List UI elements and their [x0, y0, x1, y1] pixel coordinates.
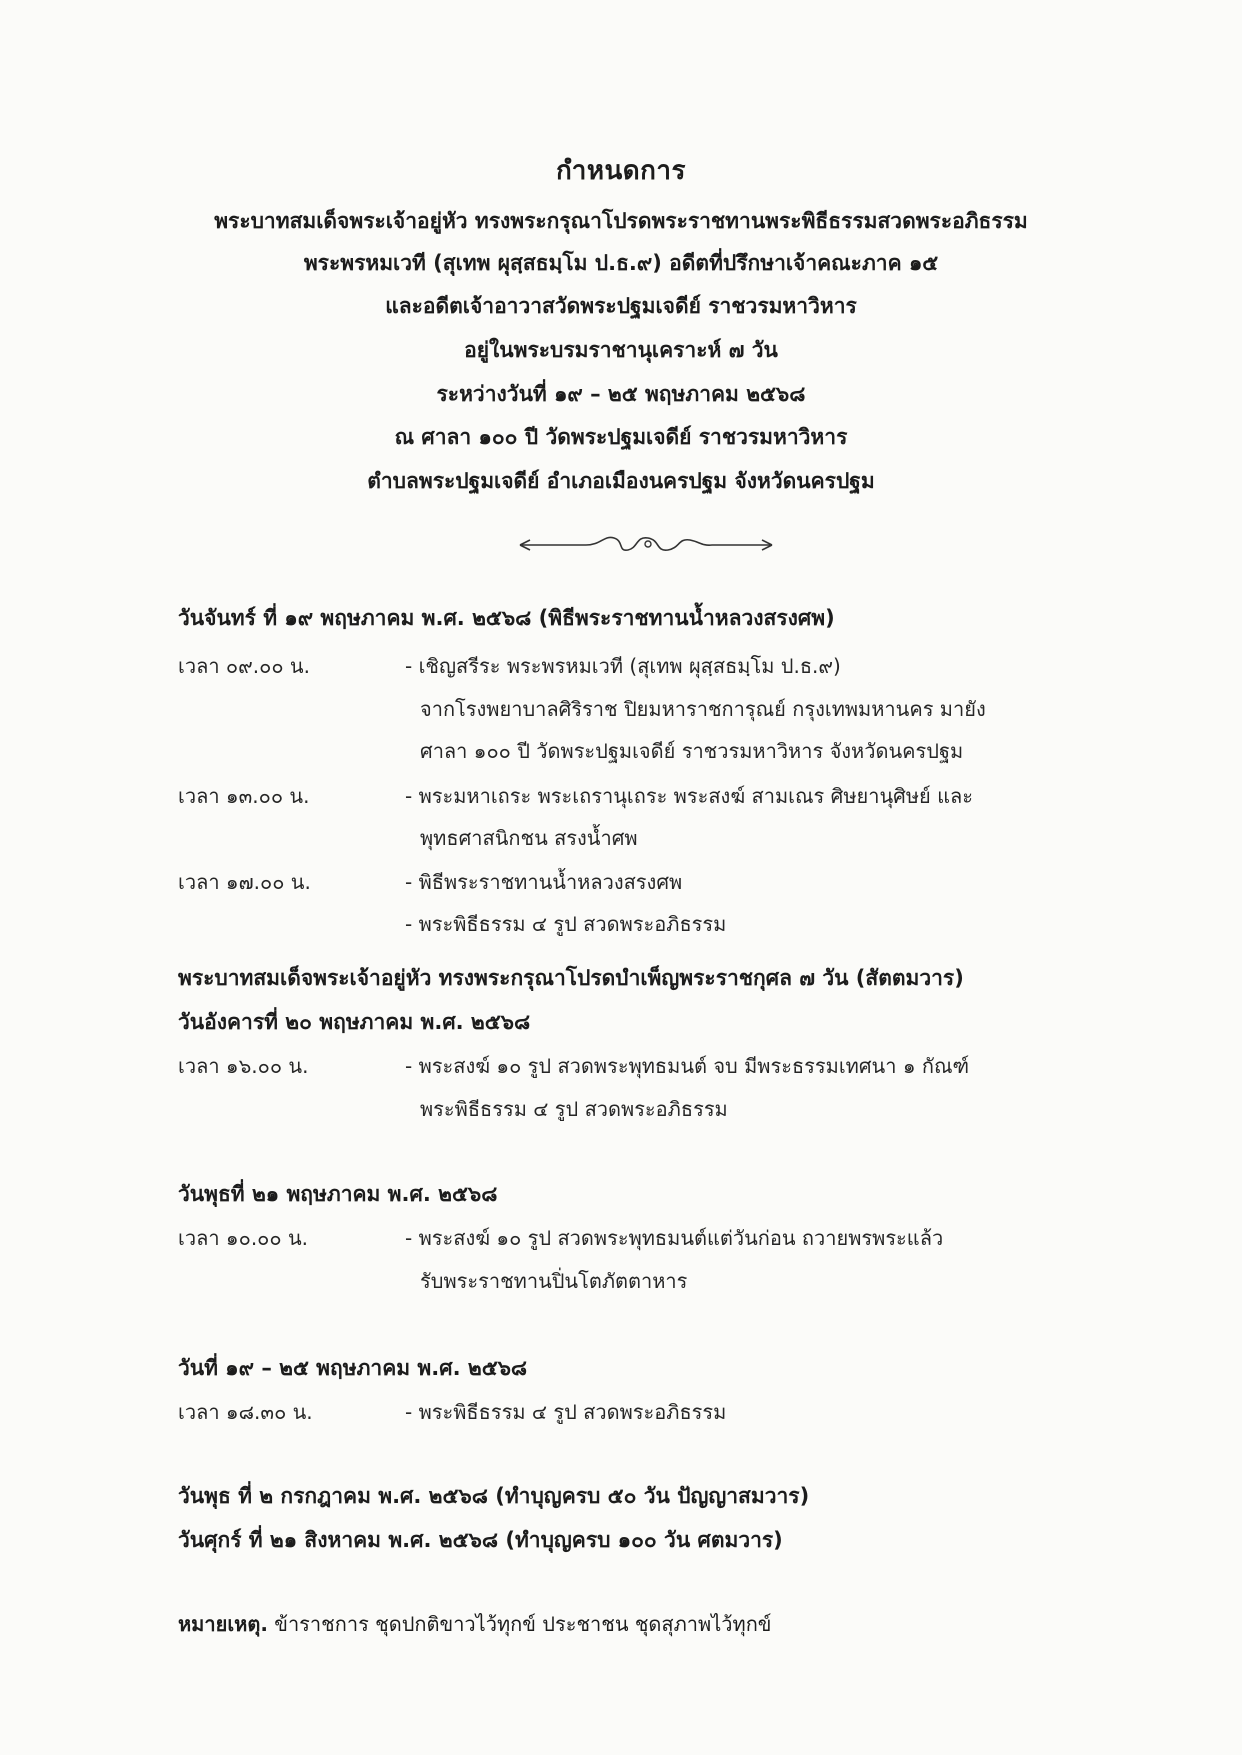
- decorative-divider-icon: [516, 530, 776, 560]
- document-title: กำหนดการ: [556, 156, 686, 186]
- dress-code-note: [178, 1608, 771, 1640]
- day4-time-1: เวลา ๑๘.๓๐ น.: [178, 1400, 313, 1424]
- day2-title-1: พระบาทสมเด็จพระเจ้าอยู่หัว ทรงพระกรุณาโปรดบำเพ็ญพระราชกุศล ๗ วัน (สัตตมวาร): [178, 966, 964, 990]
- header-line-1: พระบาทสมเด็จพระเจ้าอยู่หัว ทรงพระกรุณาโปรดพระราชทานพระพิธีธรรมสวดพระอภิธรรม: [214, 209, 1028, 233]
- note-label: หมายเหตุ.: [178, 1612, 268, 1636]
- day1-desc-1-line-1: - เชิญสรีระ พระพรหมเวที (สุเทพ ผุสฺสธมฺโม ป.ธ.๙): [405, 654, 841, 678]
- day1-time-1: เวลา ๐๙.๐๐ น.: [178, 654, 310, 678]
- memorial-50-days: วันพุธ ที่ ๒ กรกฎาคม พ.ศ. ๒๕๖๘ (ทำบุญครบ ๕๐ วัน ปัญญาสมวาร): [178, 1484, 810, 1508]
- day1-desc-1-line-2: จากโรงพยาบาลศิริราช ปิยมหาราชการุณย์ กรุงเทพมหานคร มายัง: [420, 697, 986, 721]
- header-line-3: และอดีตเจ้าอาวาสวัดพระปฐมเจดีย์ ราชวรมหาวิหาร: [385, 294, 857, 318]
- day2-title-2: วันอังคารที่ ๒๐ พฤษภาคม พ.ศ. ๒๕๖๘: [178, 1010, 531, 1034]
- day1-desc-1-line-3: ศาลา ๑๐๐ ปี วัดพระปฐมเจดีย์ ราชวรมหาวิหาร จังหวัดนครปฐม: [420, 739, 964, 763]
- day1-desc-2-line-1: - พระมหาเถระ พระเถรานุเถระ พระสงฆ์ สามเณร ศิษยานุศิษย์ และ: [405, 784, 973, 808]
- memorial-100-days: วันศุกร์ ที่ ๒๑ สิงหาคม พ.ศ. ๒๕๖๘ (ทำบุญครบ ๑๐๐ วัน ศตมวาร): [178, 1528, 783, 1552]
- header-line-4: อยู่ในพระบรมราชานุเคราะห์ ๗ วัน: [464, 338, 778, 362]
- day3-title: วันพุธที่ ๒๑ พฤษภาคม พ.ศ. ๒๕๖๘: [178, 1182, 498, 1206]
- day3-desc-1-line-2: รับพระราชทานปิ่นโตภัตตาหาร: [420, 1269, 688, 1293]
- day4-desc-1-line-1: - พระพิธีธรรม ๔ รูป สวดพระอภิธรรม: [405, 1400, 727, 1424]
- day1-time-2: เวลา ๑๓.๐๐ น.: [178, 784, 310, 808]
- day2-time-1: เวลา ๑๖.๐๐ น.: [178, 1054, 309, 1078]
- header-line-2: พระพรหมเวที (สุเทพ ผุสฺสธมฺโม ป.ธ.๙) อดีตที่ปรึกษาเจ้าคณะภาค ๑๕: [303, 251, 939, 275]
- header-line-7: ตำบลพระปฐมเจดีย์ อำเภอเมืองนครปฐม จังหวัดนครปฐม: [367, 469, 875, 493]
- day3-desc-1-line-1: - พระสงฆ์ ๑๐ รูป สวดพระพุทธมนต์แต่วันก่อน ถวายพรพระแล้ว: [405, 1226, 944, 1250]
- day1-time-3: เวลา ๑๗.๐๐ น.: [178, 870, 311, 894]
- day2-desc-1-line-1: - พระสงฆ์ ๑๐ รูป สวดพระพุทธมนต์ จบ มีพระธรรมเทศนา ๑ กัณฑ์: [405, 1054, 970, 1078]
- day3-time-1: เวลา ๑๐.๐๐ น.: [178, 1226, 308, 1250]
- note-text: ข้าราชการ ชุดปกติขาวไว้ทุกข์ ประชาชน ชุดสุภาพไว้ทุกข์: [267, 1612, 772, 1636]
- day1-desc-3-line-2: - พระพิธีธรรม ๔ รูป สวดพระอภิธรรม: [405, 912, 727, 936]
- day2-desc-1-line-2: พระพิธีธรรม ๔ รูป สวดพระอภิธรรม: [420, 1097, 728, 1121]
- day1-desc-2-line-2: พุทธศาสนิกชน สรงน้ำศพ: [420, 826, 638, 850]
- day4-title: วันที่ ๑๙ – ๒๕ พฤษภาคม พ.ศ. ๒๕๖๘: [178, 1356, 528, 1380]
- header-line-6: ณ ศาลา ๑๐๐ ปี วัดพระปฐมเจดีย์ ราชวรมหาวิหาร: [394, 425, 848, 449]
- header-line-5: ระหว่างวันที่ ๑๙ – ๒๕ พฤษภาคม ๒๕๖๘: [436, 382, 806, 406]
- day1-title: วันจันทร์ ที่ ๑๙ พฤษภาคม พ.ศ. ๒๕๖๘ (พิธีพระราชทานน้ำหลวงสรงศพ): [178, 606, 835, 630]
- day1-desc-3-line-1: - พิธีพระราชทานน้ำหลวงสรงศพ: [405, 870, 683, 894]
